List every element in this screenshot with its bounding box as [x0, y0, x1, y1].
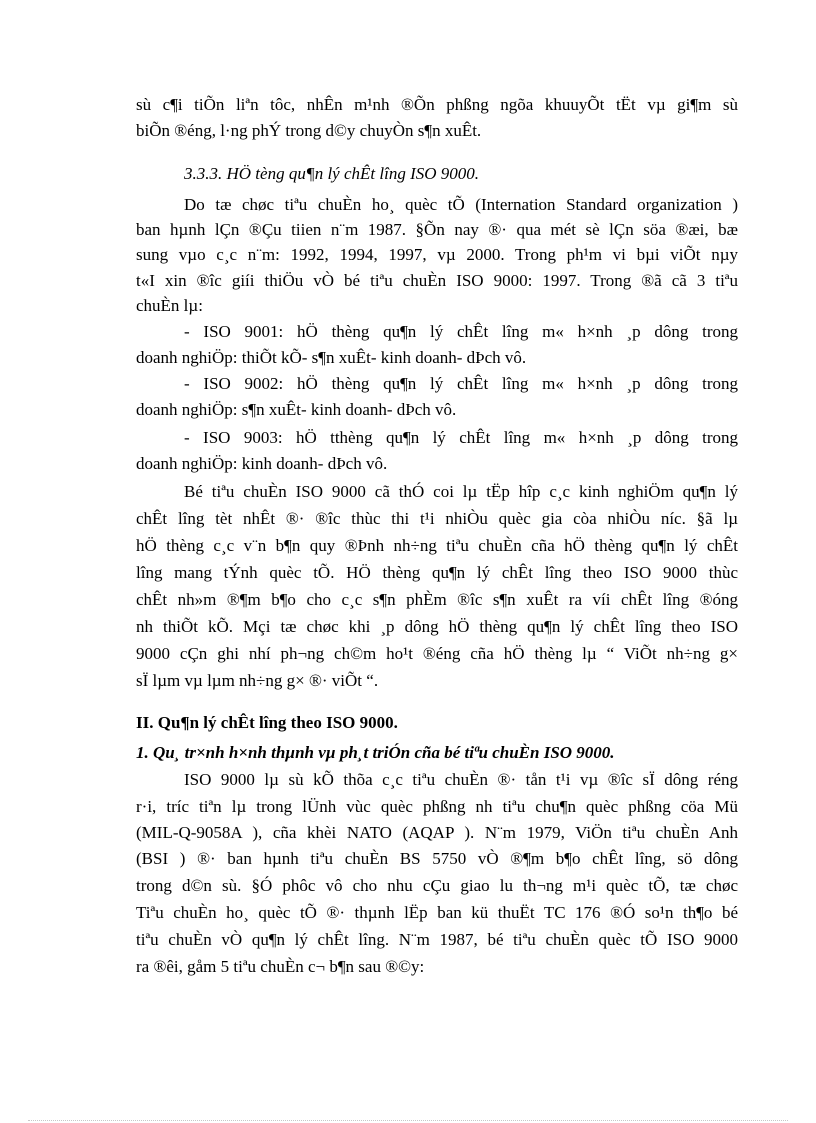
- paragraph-line: Do tæ chøc tiªu chuÈn ho¸ quèc tÕ (Internation Standard organization ): [184, 195, 738, 214]
- section-heading-3-3-3: 3.3.3. HÖ tèng qu¶n lý chÊt lîng ISO 9000.: [184, 164, 480, 183]
- subsection-heading-1: 1. Qu¸ tr×nh h×nh thµnh vµ ph¸t triÓn cña bé tiªu chuÈn ISO 9000.: [136, 743, 615, 762]
- list-item-continuation: doanh nghiÖp: s¶n xuÊt- kinh doanh- dÞch vô.: [136, 400, 457, 419]
- paragraph-line: tiªu chuÈn vÒ qu¶n lý chÊt lîng. N¨m 1987, bé tiªu chuÈn quèc tÕ ISO 9000: [136, 930, 738, 949]
- paragraph-line: 9000 cÇn ghi nhí ph¬ng ch©m ho¹t ®éng cña hÖ thèng lµ “ ViÕt nh÷ng g×: [136, 644, 738, 663]
- list-item-iso-9003: - ISO 9003: hÖ tthèng qu¶n lý chÊt lîng m« h×nh ¸p dông trong: [184, 428, 738, 447]
- paragraph-line: sù c¶i tiÕn liªn tôc, nhÊn m¹nh ®Õn phßng ngõa khuuyÕt tËt vµ gi¶m sù: [136, 95, 738, 114]
- paragraph-line: (BSI ) ®· ban hµnh tiªu chuÈn BS 5750 vÒ ®¶m b¶o chÊt lîng, sö dông: [136, 849, 738, 868]
- paragraph-line: t«I xin ®îc giíi thiÖu vÒ bé tiªu chuÈn ISO 9000: 1997. Trong ®ã cã 3 tiªu: [136, 271, 738, 290]
- section-heading-ii: II. Qu¶n lý chÊt lîng theo ISO 9000.: [136, 713, 398, 732]
- paragraph-line: Bé tiªu chuÈn ISO 9000 cã thÓ coi lµ tËp hîp c¸c kinh nghiÖm qu¶n lý: [184, 482, 738, 501]
- page-bottom-rule: [28, 1120, 788, 1121]
- paragraph-line: ban hµnh lÇn ®Çu tiien n¨m 1987. §Õn nay ®· qua mét sè lÇn söa ®æi, bæ: [136, 220, 738, 239]
- list-item-iso-9002: - ISO 9002: hÖ thèng qu¶n lý chÊt lîng m« h×nh ¸p dông trong: [184, 374, 738, 393]
- paragraph-line: lîng mang tÝnh quèc tÕ. HÖ thèng qu¶n lý chÊt lîng theo ISO 9000 thùc: [136, 563, 738, 582]
- list-item-iso-9001: - ISO 9001: hÖ thèng qu¶n lý chÊt lîng m« h×nh ¸p dông trong: [184, 322, 738, 341]
- paragraph-line: sÏ lµm vµ lµm nh÷ng g× ®· viÕt “.: [136, 671, 379, 690]
- paragraph-line: ISO 9000 lµ sù kÕ thõa c¸c tiªu chuÈn ®· tån t¹i vµ ®îc sÏ dông réng: [184, 770, 738, 789]
- paragraph-line: hÖ thèng c¸c v¨n b¶n quy ®Þnh nh÷ng tiªu chuÈn cña hÖ thèng qu¶n lý chÊt: [136, 536, 738, 555]
- paragraph-line: trong d©n sù. §Ó phôc vô cho nhu cÇu giao lu th¬ng m¹i quèc tÕ, tæ chøc: [136, 876, 738, 895]
- paragraph-line: nh thiÕt kÕ. Mçi tæ chøc khi ¸p dông hÖ thèng qu¶n lý chÊt lîng theo ISO: [136, 617, 738, 636]
- paragraph-line: r·i, tríc tiªn lµ trong lÜnh vùc quèc phßng nh tiªu chu¶n quèc phßng cöa Mü: [136, 797, 738, 816]
- list-item-continuation: doanh nghiÖp: kinh doanh- dÞch vô.: [136, 454, 388, 473]
- paragraph-line: sung vµo c¸c n¨m: 1992, 1994, 1997, vµ 2000. Trong ph¹m vi bµi viÕt nµy: [136, 245, 738, 264]
- paragraph-line: Tiªu chuÈn ho¸ quèc tÕ ®· thµnh lËp ban kü thuËt TC 176 ®Ó so¹n th¶o bé: [136, 903, 738, 922]
- paragraph-line: chÊt nh»m ®¶m b¶o cho c¸c s¶n phÈm ®îc s¶n xuÊt ra víi chÊt lîng ®óng: [136, 590, 738, 609]
- paragraph-line: ra ®êi, gåm 5 tiªu chuÈn c¬ b¶n sau ®©y:: [136, 957, 425, 976]
- paragraph-line: chÊt lîng tèt nhÊt ®· ®îc thùc thi t¹i nhiÒu quèc gia còa nhiÒu níc. §ã lµ: [136, 509, 738, 528]
- paragraph-line: chuÈn lµ:: [136, 296, 203, 315]
- paragraph-line: biÕn ®éng, l·ng phÝ trong d©y chuyÒn s¶n xuÊt.: [136, 121, 482, 140]
- paragraph-line: (MIL-Q-9058A ), cña khèi NATO (AQAP ). N¨m 1979, ViÖn tiªu chuÈn Anh: [136, 823, 738, 842]
- list-item-continuation: doanh nghiÖp: thiÕt kÕ- s¶n xuÊt- kinh doanh- dÞch vô.: [136, 348, 527, 367]
